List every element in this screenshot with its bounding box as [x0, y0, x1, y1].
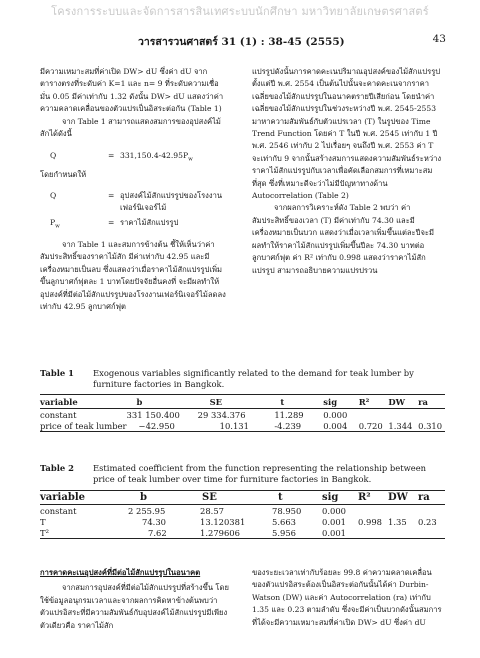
table-cell: 10.131	[219, 420, 249, 431]
bottom-left-column	[40, 567, 230, 632]
table-cell: 331 150.400	[126, 409, 180, 420]
section-heading: การคาดคะเนอุปสงค์ที่มีต่อไม้สักแปรรูปในอนาคต	[40, 568, 201, 577]
table2-header-cell: sig	[322, 492, 339, 503]
table-cell: 0.004	[323, 420, 348, 431]
definition-pw-subscript: w	[55, 223, 60, 230]
table-cell	[388, 527, 418, 539]
table-cell: 0.720	[358, 420, 383, 431]
definition-q	[40, 190, 228, 215]
definition-q-symbol: Q	[50, 190, 57, 200]
definition-q-text: อุปสงค์ไม้สักแปรรูปของโรงงานเฟอร์นิเจอร์ไม้	[120, 190, 223, 213]
equation-rhs-text: 331,150.4-42.95P	[120, 151, 189, 161]
equation-rhs	[120, 150, 193, 166]
equation-sign: =	[108, 151, 115, 161]
table-cell: T²	[40, 527, 49, 538]
table-cell	[358, 527, 388, 539]
table2	[40, 491, 445, 539]
table-cell: 78.950	[272, 505, 302, 516]
table-cell	[358, 505, 388, 517]
table1-caption-text: Exogenous variables significantly related to the demand for teak lumber by furniture factories in Bangkok.	[93, 368, 414, 389]
table-cell: 13.120381	[200, 516, 246, 527]
right-column	[252, 66, 442, 277]
equation-lhs: Q	[50, 151, 57, 161]
table1-header-cell: R²	[358, 396, 370, 407]
right-paragraph-1: แปรรูปดังนั้นการคาดคะเนปริมาณอุปสงค์ของไม้สักแปรรูป ตั้งแต่ปี พ.ศ. 2554 เป็นต้นไปนั้นจะคาดคะเนจากราคาเฉลี่ยของไม้สักแปรรูปในอนาคตรายปีเสียก่อน โดยนำค่าเฉลี่ยของไม้สักแปรรูปในช่วงระหว่างปี พ.ศ. 2545-2553 มาหาความสัมพันธ์กับตัวแปรเวลา (T) ในรูปของ Time Trend Function โดยค่า T ในปี พ.ศ. 2545 เท่ากับ 1 ปี พ.ศ. 2546 เท่ากับ 2 ไปเรื่อยๆ จนถึงปี พ.ศ. 2553 ค่า T จะเท่ากับ 9 จากนั้นสร้างสมการแสดงความสัมพันธ์ระหว่างราคาไม้สักแปรรูปกับเวลาเพื่อคัดเลือกสมการที่เหมาะสมที่สุด ซึ่งที่เหมาะดีจะว่าไม่มีปัญหาทางด้าน Autocorrelation (Table 2)	[252, 67, 442, 201]
table1-label: Table 1	[40, 368, 74, 378]
table-cell: 2 255.95	[128, 505, 166, 516]
table2-header-cell: DW	[388, 492, 408, 503]
table-cell: 0.998	[358, 516, 382, 527]
where-label: โดยกำหนดให้	[40, 170, 87, 180]
table-row	[40, 409, 445, 421]
table-cell: 1.35	[388, 516, 407, 527]
table-row	[40, 527, 445, 539]
table2-caption-text: Estimated coefficient from the function representing the relationship between price of teak lumber over time for furniture factories in Bangkok.	[93, 463, 427, 484]
table2-header-row	[40, 491, 445, 505]
table-cell: 0.000	[323, 409, 348, 420]
table2-header-cell: variable	[40, 492, 85, 503]
table1-header-cell: SE	[209, 396, 223, 407]
table2-label: Table 2	[40, 463, 74, 473]
table-row	[40, 505, 445, 517]
table1-header-cell: b	[136, 396, 143, 407]
table2-caption	[40, 463, 450, 485]
table-cell	[388, 505, 418, 517]
equation-subscript: w	[188, 156, 193, 163]
page-header	[0, 33, 480, 47]
table-cell: 0.001	[322, 516, 346, 527]
bottom-right-paragraph: ของระยะเวลาเท่ากับร้อยละ 99.8 ค่าความคลาดเคลื่อนของตัวแปรอิสระต้องเป็นอิสระต่อกันนั้นได้ค่า Durbin-Watson (DW) และค่า Autocorrelation (ra) เท่ากับ 1.35 และ 0.23 ตามลำดับ ซึ่งจะมีค่าเป็นบวกดังนั้นสมการที่ได้จะมีความเหมาะสมที่ค่าเปิด DW> dU ซึ่งค่า dU	[252, 568, 442, 627]
table2-header-cell: ra	[418, 492, 430, 503]
table-cell: 5.663	[272, 516, 296, 527]
table-cell: price of teak lumber	[40, 420, 127, 431]
table1-header-cell: t	[280, 396, 285, 407]
definition-pw-text: ราคาไม้สักแปรรูป	[120, 217, 179, 227]
table-cell: 28.57	[200, 505, 224, 516]
table-cell: 29 334.376	[197, 409, 246, 420]
table-cell: 7.62	[148, 527, 167, 538]
table1	[40, 395, 445, 432]
definition-q-sign: =	[108, 190, 115, 200]
table-cell	[418, 527, 445, 539]
journal-title: วารสารวนศาสตร์ 31 (1) : 38-45 (2555)	[138, 36, 345, 48]
table-cell: 0.23	[418, 516, 437, 527]
table2-header-cell: SE	[202, 492, 217, 503]
table-cell	[388, 409, 418, 421]
table-cell: 11.289	[274, 409, 304, 420]
definition-pw	[40, 217, 228, 229]
table1-header-row	[40, 395, 445, 409]
table-cell: 0.001	[322, 527, 346, 538]
table1-header-cell: sig	[323, 396, 338, 407]
table2-header-cell: t	[278, 492, 283, 503]
table1-caption	[40, 368, 450, 390]
bottom-left-paragraph: จากสมการอุปสงค์ที่มีต่อไม้สักแปรรูปที่สร้างขึ้น โดยใช้ข้อมูลอนุกรมเวลาและจากผลการคิดหาข้างต้นพบว่า ตัวแปรอิสระที่มีความสัมพันธ์กับอุปสงค์ไม้สักแปรรูปมีเพียงตัวเดียวคือ ราคาไม้สัก	[40, 583, 229, 630]
table2-header-cell: b	[140, 492, 147, 503]
bottom-right-column	[252, 567, 444, 629]
demand-equation	[40, 150, 228, 163]
table1-header-cell: variable	[40, 396, 78, 407]
table-cell: 0.310	[418, 420, 443, 431]
table-cell: -4.239	[274, 420, 302, 431]
definition-pw-sign: =	[108, 217, 115, 227]
table-cell: 5.956	[272, 527, 296, 538]
left-paragraph-1: มีความเหมาะสมที่ค่าเปิด DW> dU ซึ่งค่า dU จากตารางตรงที่ระดับค่า K=1 และ n= 9 ที่ระดับความเชื่อมั่น 0.05 มีค่าเท่ากับ 1.32 ดังนั้น DW> dU แสดงว่าค่าความคลาดเคลื่อนของตัวแปรเป็นอิสระต่อกัน (Table 1)	[40, 67, 224, 114]
table-cell: constant	[40, 409, 77, 420]
table-row	[40, 420, 445, 432]
table-cell: 1.344	[388, 420, 413, 431]
table-cell	[418, 409, 445, 421]
watermark-text: โครงการระบบและจัดการสารสินเทศระบบนักศึกษา มหาวิทยาลัยเกษตรศาสตร์	[51, 5, 429, 18]
definition-pw-letter: P	[50, 217, 56, 227]
page-number: 43	[432, 33, 446, 45]
table-cell: 1.279606	[200, 527, 240, 538]
table1-header-cell: DW	[388, 396, 406, 407]
table-cell: 74.30	[142, 516, 166, 527]
left-paragraph-2: จาก Table 1 สามารถแสดงสมการของอุปสงค์ไม้สักได้ดังนี้	[40, 116, 221, 139]
table-cell	[359, 409, 389, 421]
table2-header-cell: R²	[358, 492, 371, 503]
table-row	[40, 516, 445, 527]
table1-header-cell: ra	[418, 396, 428, 407]
table-cell: T	[40, 516, 46, 527]
table-cell: 0.000	[322, 505, 346, 516]
table-cell: −42.950	[138, 420, 175, 431]
definition-pw-symbol	[50, 217, 60, 233]
right-paragraph-2: จากผลการวิเคราะห์ดัง Table 2 พบว่า ค่าสัมประสิทธิ์ของเวลา (T) มีค่าเท่ากับ 74.30 และมีเครื่องหมายเป็นบวก แสดงว่าเมื่อเวลาเพิ่มขึ้นแต่ละปีจะมีผลทำให้ราคาไม้สักแปรรูปเพิ่มขึ้นปีละ 74.30 บาทต่อลูกบาศก์ฟุต ค่า R² เท่ากับ 0.998 แสดงว่าราคาไม้สักแปรรูป สามารถอธิบายความแปรปรวน	[252, 203, 434, 275]
table-cell	[418, 505, 445, 517]
table-cell: constant	[40, 505, 77, 516]
left-column	[40, 66, 228, 314]
left-paragraph-3: จาก Table 1 และสมการข้างต้น ชี้ให้เห็นว่าค่าสัมประสิทธิ์ของราคาไม้สัก มีค่าเท่ากับ 42.95 และมีเครื่องหมายเป็นลบ ซึ่งแสดงว่าเมื่อราคาไม้สักแปรรูปเพิ่มขึ้นลูกบาศก์ฟุตละ 1 บาทโดยปัจจัยอื่นคงที่ จะมีผลทำให้อุปสงค์ที่มีต่อไม้สักแปรรูปของโรงงานเฟอร์นิเจอร์ไม้ลดลงเท่ากับ 42.95 ลูกบาศก์ฟุต	[40, 240, 226, 312]
